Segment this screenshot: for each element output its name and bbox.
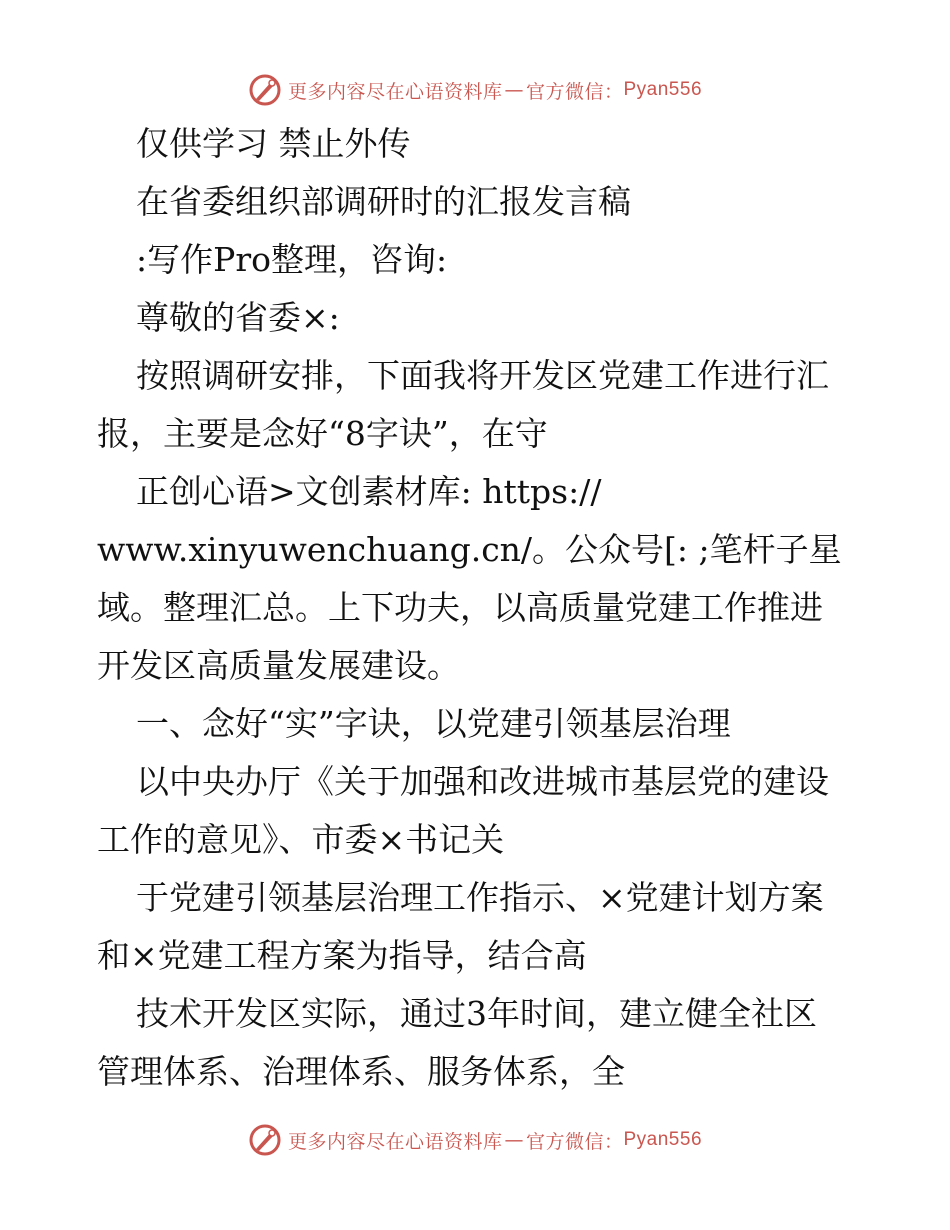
watermark-separator: — bbox=[504, 79, 524, 101]
watermark-header bbox=[0, 68, 950, 112]
text-line: 工作的意见》、市委×书记关 bbox=[97, 820, 505, 859]
text-line: 仅供学习 禁止外传 bbox=[136, 124, 411, 163]
quill-logo-icon bbox=[248, 1123, 282, 1157]
text-line: 正创心语>文创素材库: https:// bbox=[136, 472, 602, 511]
text-line: 技术开发区实际，通过3年时间，建立健全社区 bbox=[136, 994, 817, 1033]
watermark-wechat-label: 官方微信： bbox=[525, 80, 624, 103]
watermark-wechat-id: Pyan556 bbox=[623, 1129, 703, 1150]
text-line: www.xinyuwenchuang.cn/。公众号[: ;笔杆子星 bbox=[97, 530, 842, 569]
text-line: 开发区高质量发展建设。 bbox=[97, 646, 460, 685]
text-line: 尊敬的省委×: bbox=[136, 298, 340, 337]
text-line: 在省委组织部调研时的汇报发言稿 bbox=[136, 182, 631, 221]
text-line: 域。整理汇总。上下功夫，以高质量党建工作推进 bbox=[97, 588, 823, 627]
text-line: :写作Pro整理，咨询: bbox=[136, 240, 448, 279]
watermark-wechat-label: 官方微信： bbox=[525, 1130, 624, 1153]
watermark-footer bbox=[0, 1118, 950, 1162]
watermark-separator: — bbox=[504, 1129, 524, 1151]
text-line: 按照调研安排，下面我将开发区党建工作进行汇 bbox=[136, 356, 829, 395]
section-heading: 一、念好“实”字诀，以党建引领基层治理 bbox=[136, 704, 731, 743]
watermark-wechat-id: Pyan556 bbox=[623, 79, 703, 100]
text-line: 管理体系、治理体系、服务体系，全 bbox=[97, 1052, 625, 1091]
watermark-text: 更多内容尽在心语资料库 bbox=[287, 1130, 503, 1153]
text-line: 以中央办厅《关于加强和改进城市基层党的建设 bbox=[136, 762, 829, 801]
text-line: 和×党建工程方案为指导，结合高 bbox=[97, 936, 587, 975]
text-line: 报，主要是念好“8字诀”，在守 bbox=[97, 414, 548, 453]
quill-logo-icon bbox=[248, 73, 282, 107]
watermark-text: 更多内容尽在心语资料库 bbox=[287, 80, 503, 103]
text-line: 于党建引领基层治理工作指示、×党建计划方案 bbox=[136, 878, 824, 917]
